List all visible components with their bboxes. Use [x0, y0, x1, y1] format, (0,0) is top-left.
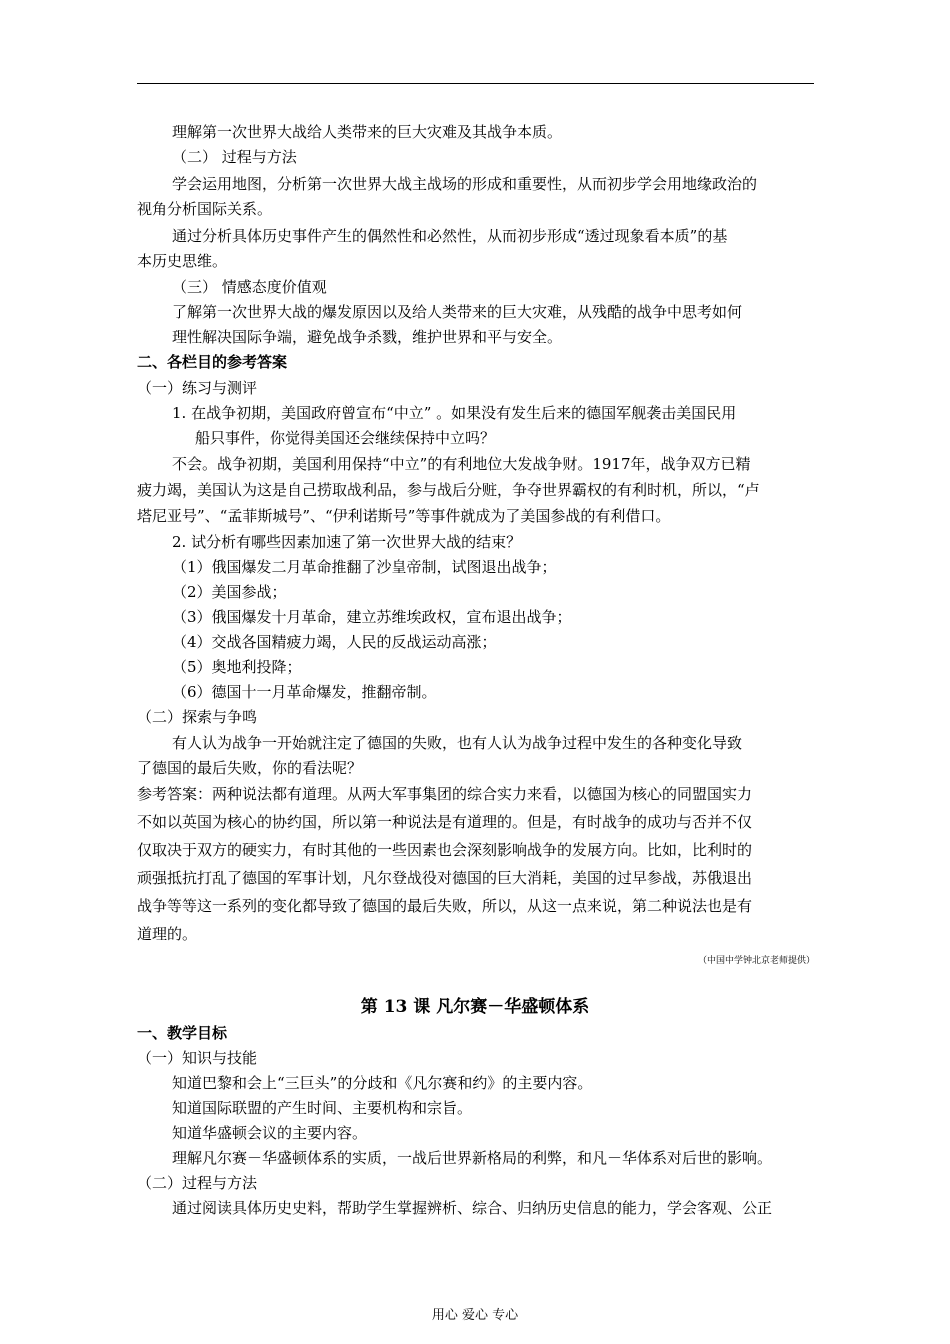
reference-line: 道理的。 — [137, 925, 198, 943]
section-heading: 一、教学目标 — [137, 1024, 228, 1042]
list-item: （5）奥地利投降； — [172, 658, 302, 676]
answer-line: 不会。战争初期，美国利用保持“中立”的有利地位大发战争财。1917年，战争双方已精 — [172, 455, 751, 473]
reference-line: 参考答案：两种说法都有道理。从两大军事集团的综合实力来看，以德国为核心的同盟国实力 — [137, 785, 753, 803]
subsection-title: （二）探索与争鸣 — [137, 708, 258, 726]
objective-line: 通过阅读具体历史史料，帮助学生掌握辨析、综合、归纳历史信息的能力，学会客观、公正 — [172, 1199, 773, 1217]
list-item: （2）美国参战； — [172, 583, 287, 601]
page-footer: 用心 爱心 专心 — [431, 1308, 519, 1323]
question-line: 1. 在战争初期，美国政府曾宣布“中立” 。如果没有发生后来的德国军舰袭击美国民用 — [172, 404, 737, 422]
paragraph-line: 本历史思维。 — [137, 252, 228, 270]
subsection-title: （二） 过程与方法 — [172, 148, 297, 166]
section-heading: 二、各栏目的参考答案 — [137, 353, 288, 371]
list-item: （4）交战各国精疲力竭，人民的反战运动高涨； — [172, 633, 497, 651]
paragraph-line: 学会运用地图，分析第一次世界大战主战场的形成和重要性，从而初步学会用地缘政治的 — [172, 175, 758, 193]
subsection-title: （一）知识与技能 — [137, 1049, 258, 1067]
list-item: （6）德国十一月革命爆发，推翻帝制。 — [172, 683, 437, 701]
objective-line: 知道华盛顿会议的主要内容。 — [172, 1124, 368, 1142]
paragraph-line: 了解第一次世界大战的爆发原因以及给人类带来的巨大灾难，从残酷的战争中思考如何 — [172, 303, 743, 321]
lesson-title: 第 13 课 凡尔赛－华盛顿体系 — [360, 997, 590, 1017]
question-line: 2. 试分析有哪些因素加速了第一次世界大战的结束？ — [172, 533, 522, 551]
credit-line: （中国中学钟北京老师提供） — [697, 956, 815, 966]
objective-line: 理解凡尔赛－华盛顿体系的实质，一战后世界新格局的利弊，和凡－华体系对后世的影响。 — [172, 1149, 773, 1167]
answer-line: 塔尼亚号”、“孟菲斯城号”、“伊利诺斯号”等事件就成为了美国参战的有利借口。 — [137, 507, 671, 525]
reference-line: 不如以英国为核心的协约国，所以第一种说法是有道理的。但是，有时战争的成功与否并不仅 — [137, 813, 753, 831]
question-line: 有人认为战争一开始就注定了德国的失败，也有人认为战争过程中发生的各种变化导致 — [172, 734, 743, 752]
question-line: 船只事件，你觉得美国还会继续保持中立吗？ — [195, 429, 496, 447]
header-rule — [137, 83, 814, 84]
objective-line: 知道巴黎和会上“三巨头”的分歧和《凡尔赛和约》的主要内容。 — [172, 1074, 593, 1092]
subsection-title: （三） 情感态度价值观 — [172, 278, 327, 296]
paragraph-line: 理性解决国际争端，避免战争杀戮，维护世界和平与安全。 — [172, 328, 563, 346]
list-item: （1）俄国爆发二月革命推翻了沙皇帝制，试图退出战争； — [172, 558, 557, 576]
question-line: 了德国的最后失败，你的看法呢？ — [137, 759, 363, 777]
reference-line: 仅取决于双方的硬实力，有时其他的一些因素也会深刻影响战争的发展方向。比如，比利时的 — [137, 841, 753, 859]
reference-line: 战争等等这一系列的变化都导致了德国的最后失败，所以，从这一点来说，第二种说法也是有 — [137, 897, 753, 915]
objective-line: 知道国际联盟的产生时间、主要机构和宗旨。 — [172, 1099, 473, 1117]
paragraph-line: 通过分析具体历史事件产生的偶然性和必然性，从而初步形成“透过现象看本质”的基 — [172, 227, 728, 245]
answer-line: 疲力竭，美国认为这是自己捞取战利品，参与战后分赃，争夺世界霸权的有利时机，所以，“卢 — [137, 481, 760, 499]
list-item: （3）俄国爆发十月革命，建立苏维埃政权，宣布退出战争； — [172, 608, 572, 626]
reference-line: 顽强抵抗打乱了德国的军事计划，凡尔登战役对德国的巨大消耗，美国的过早参战，苏俄退出 — [137, 869, 753, 887]
objective-line: 理解第一次世界大战给人类带来的巨大灾难及其战争本质。 — [172, 123, 563, 141]
subsection-title: （二）过程与方法 — [137, 1174, 258, 1192]
subsection-title: （一）练习与测评 — [137, 379, 258, 397]
paragraph-line: 视角分析国际关系。 — [137, 200, 273, 218]
